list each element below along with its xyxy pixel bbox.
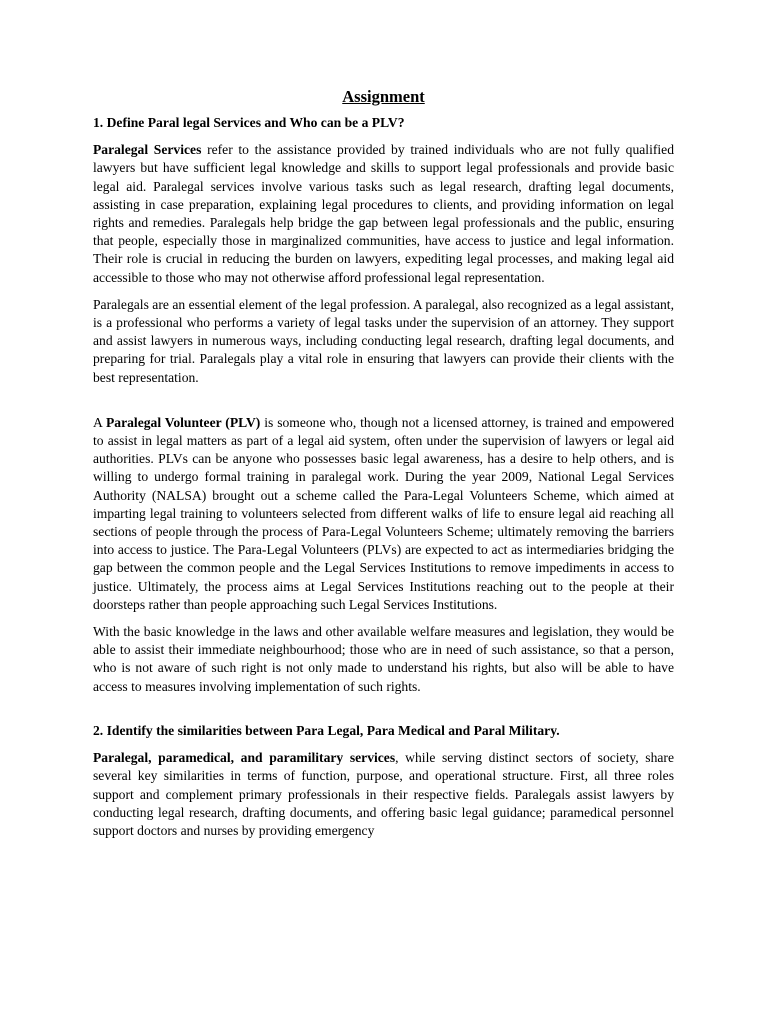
spacer [93, 705, 674, 722]
paragraph-paralegal-services [93, 141, 674, 287]
spacer [93, 396, 674, 414]
paragraph-text: , while serving distinct sectors of society, share several key similarities in terms of function, purpose, and operational structure. First, all three roles support and complement primary professionals in their respective fields. Paralegals assist lawyers by conducting legal research, drafting documents, and offering basic legal guidance; paramedical personnel support doctors and nurses by providing emergency [93, 750, 674, 838]
paragraph-plv [93, 414, 674, 614]
paragraph-text: refer to the assistance provided by trained individuals who are not fully qualified lawyers but have sufficient legal knowledge and skills to support legal professionals and provide basic legal aid. Paralegal services involve various tasks such as legal research, drafting legal documents, assisting in case preparation, explaining legal procedures to clients, and providing information on legal rights and remedies. Paralegals help bridge the gap between legal professionals and the public, ensuring that people, especially those in marginalized communities, have access to justice and legal information. Their role is crucial in reducing the burden on lawyers, expediting legal processes, and making legal aid accessible to those who may not otherwise afford professional legal representation. [93, 142, 674, 285]
paragraph-prefix: A [93, 414, 106, 430]
question-2-heading: 2. Identify the similarities between Para Legal, Para Medical and Paral Military. [93, 722, 560, 738]
paragraph-plv-knowledge: With the basic knowledge in the laws and other available welfare measures and legislation, they would be able to assist their immediate neighbourhood; those who are in need of such assistance, so that a person, who is not aware of such right is not only made to understand his rights, but also will be able to have access to measures involving implementation of such rights. [93, 624, 674, 694]
paragraph-text: is someone who, though not a licensed attorney, is trained and empowered to assist in legal matters as part of a legal aid system, often under the supervision of lawyers or legal aid authorities. PLVs can be anyone who possesses basic legal awareness, has a desire to help others, and is willing to undergo formal training in paralegal work. During the year 2009, National Legal Services Authority (NALSA) brought out a scheme called the Para-Legal Volunteers Scheme, which aimed at imparting legal training to volunteers selected from different walks of life to ensure legal aid reaching all sections of people through the process of Para-Legal Volunteers Scheme; ultimately removing the barriers into access to justice. The Para-Legal Volunteers (PLVs) are expected to act as intermediaries bridging the gap between the common people and the Legal Services Institutions to remove impediments in access to justice. Ultimately, the process aims at Legal Services Institutions reaching out to the people at their doorsteps rather than people approaching such Legal Services Institutions. [93, 414, 674, 612]
term-paralegal-services: Paralegal Services [93, 142, 202, 158]
question-1-heading: 1. Define Paral legal Services and Who can be a PLV? [93, 115, 405, 130]
document-title: Assignment [342, 87, 425, 106]
paragraph-paralegals-role: Paralegals are an essential element of the legal profession. A paralegal, also recognized as a legal assistant, is a professional who performs a variety of legal tasks under the supervision of an attorney. They support and assist lawyers in numerous ways, including conducting legal research, drafting legal documents, and preparing for trial. Paralegals play a vital role in ensuring that lawyers can provide their clients with the best representation. [93, 296, 674, 385]
term-plv: Paralegal Volunteer (PLV) [105, 414, 261, 430]
document-page [93, 86, 674, 849]
paragraph-similarities [93, 749, 674, 840]
term-para-services: Paralegal, paramedical, and paramilitary services [93, 750, 396, 766]
